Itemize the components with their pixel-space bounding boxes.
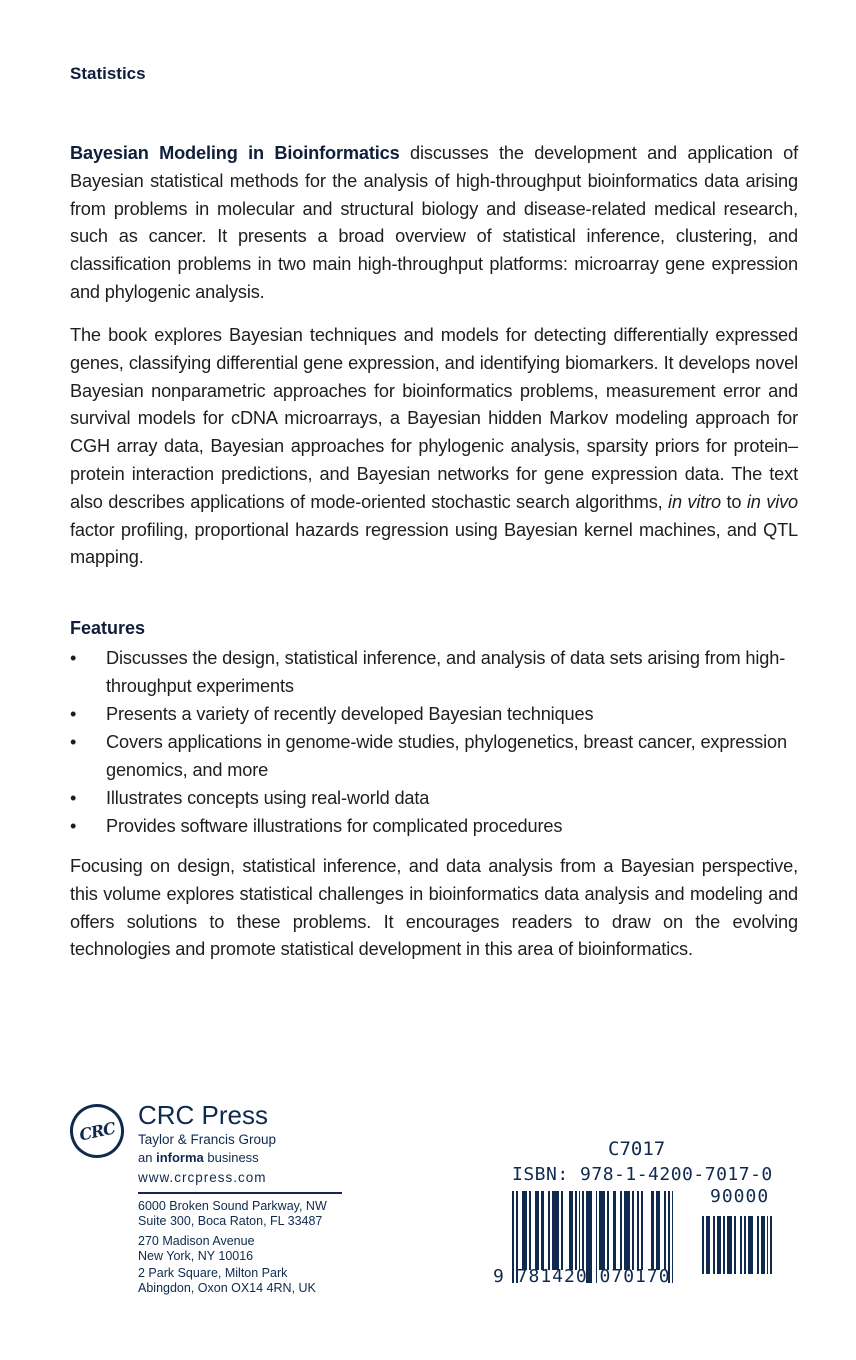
barcode-bar bbox=[706, 1216, 710, 1274]
description-text-3: factor profiling, proportional hazards regression using Bayesian kernel machines, and QTL mapping. bbox=[70, 519, 798, 568]
barcode-bar bbox=[620, 1191, 622, 1270]
barcode-bar bbox=[744, 1216, 746, 1274]
barcode-bar bbox=[579, 1191, 581, 1270]
barcode-bar bbox=[761, 1216, 765, 1274]
barcode-bar bbox=[757, 1216, 759, 1274]
feature-item bbox=[70, 784, 798, 812]
barcode-bar bbox=[613, 1191, 617, 1270]
address-line: Suite 300, Boca Raton, FL 33487 bbox=[138, 1214, 323, 1228]
address-boca-raton bbox=[138, 1199, 327, 1229]
feature-item bbox=[70, 700, 798, 728]
barcode-bar bbox=[664, 1191, 666, 1270]
barcode-bar bbox=[727, 1216, 733, 1274]
description-text-2: to bbox=[721, 491, 747, 512]
barcode-bar bbox=[552, 1191, 560, 1270]
barcode-bar bbox=[575, 1191, 577, 1270]
barcode-bar bbox=[582, 1191, 584, 1270]
barcode-bar bbox=[599, 1191, 605, 1270]
feature-item bbox=[70, 728, 798, 784]
feature-text: Illustrates concepts using real-world data bbox=[106, 788, 430, 808]
feature-text: Discusses the design, statistical inference, and analysis of data sets arising from high-throughput experiments bbox=[106, 648, 786, 696]
barcode-bar bbox=[624, 1191, 630, 1270]
isbn-label: ISBN: 978-1-4200-7017-0 bbox=[512, 1164, 773, 1185]
feature-text: Covers applications in genome-wide studies, phylogenetics, breast cancer, expression genomics, and more bbox=[106, 732, 787, 780]
barcode-bar bbox=[607, 1191, 609, 1270]
italic-in-vitro: in vitro bbox=[668, 491, 722, 512]
barcode-bar bbox=[713, 1216, 715, 1274]
barcode-bar bbox=[637, 1191, 639, 1270]
barcode-bar bbox=[535, 1191, 539, 1270]
description-text-1: The book explores Bayesian techniques and models for detecting differentially expressed genes, classifying differential gene expression, and identifying biomarkers. It develops novel Bayesian nonparametric approaches for bioinformatics problems, measurement error and survival models for cDNA microarrays, a Bayesian hidden Markov modeling approach for CGH array data, Bayesian approaches for phylogenic analysis, sparsity priors for protein–protein interaction predictions, and Bayesian networks for gene expression data. The text also describes applications of mode-oriented stochastic search algorithms, bbox=[70, 325, 798, 512]
intro-paragraph bbox=[70, 140, 798, 307]
price-code: 90000 bbox=[710, 1186, 770, 1207]
bullet-icon: • bbox=[70, 732, 77, 752]
product-code: C7017 bbox=[608, 1138, 666, 1160]
bullet-icon: • bbox=[70, 704, 77, 724]
barcode-bar bbox=[702, 1216, 704, 1274]
barcode-bar bbox=[651, 1191, 655, 1270]
bullet-icon: • bbox=[70, 648, 77, 668]
category-label: Statistics bbox=[70, 64, 146, 83]
address-uk bbox=[138, 1266, 316, 1296]
address-new-york bbox=[138, 1234, 255, 1264]
description-paragraph bbox=[70, 322, 798, 572]
features-list bbox=[70, 644, 798, 840]
publisher-url[interactable]: www.crcpress.com bbox=[138, 1170, 267, 1185]
address-line: New York, NY 10016 bbox=[138, 1249, 254, 1263]
feature-item bbox=[70, 812, 798, 840]
addon-barcode bbox=[702, 1216, 794, 1284]
barcode-bar bbox=[770, 1216, 772, 1274]
barcode-block bbox=[490, 1138, 810, 1298]
barcode-bar bbox=[569, 1191, 573, 1270]
barcode-bar bbox=[522, 1191, 528, 1270]
barcode-bar bbox=[641, 1191, 643, 1270]
bullet-icon: • bbox=[70, 816, 77, 836]
italic-in-vivo: in vivo bbox=[746, 491, 798, 512]
barcode-bar bbox=[561, 1191, 563, 1270]
bullet-icon: • bbox=[70, 788, 77, 808]
barcode-bar bbox=[717, 1216, 721, 1274]
barcode-bar bbox=[656, 1191, 660, 1270]
barcode-bar bbox=[541, 1191, 545, 1270]
informa-tagline bbox=[138, 1150, 259, 1165]
address-line: Abingdon, Oxon OX14 4RN, UK bbox=[138, 1281, 316, 1295]
barcode-bar bbox=[767, 1216, 769, 1274]
address-line: 2 Park Square, Milton Park bbox=[138, 1266, 288, 1280]
barcode-bar bbox=[723, 1216, 725, 1274]
barcode-bar bbox=[748, 1216, 754, 1274]
features-heading: Features bbox=[70, 618, 146, 638]
publisher-group: Taylor & Francis Group bbox=[138, 1132, 277, 1147]
feature-item bbox=[70, 644, 798, 700]
barcode-bar bbox=[529, 1191, 531, 1270]
barcode-bar bbox=[632, 1191, 634, 1270]
address-line: 270 Madison Avenue bbox=[138, 1234, 255, 1248]
informa-brand: informa bbox=[156, 1150, 204, 1165]
ean-digits: 9 781420 070170 bbox=[493, 1266, 671, 1287]
barcode-bar bbox=[548, 1191, 550, 1270]
publisher-name: CRC Press bbox=[138, 1100, 269, 1130]
barcode-bar bbox=[740, 1216, 742, 1274]
address-line: 6000 Broken Sound Parkway, NW bbox=[138, 1199, 327, 1213]
intro-text: discusses the development and application of Bayesian statistical methods for the analysis of high-throughput bioinformatics data arising from problems in molecular and structural biology and disease-related medical research, such as cancer. It presents a broad overview of statistical inference, clustering, and classification problems in two main high-throughput platforms: microarray gene expression and phylogenic analysis. bbox=[70, 143, 798, 302]
barcode-bar bbox=[734, 1216, 736, 1274]
book-title: Bayesian Modeling in Bioinformatics bbox=[70, 143, 400, 163]
closing-paragraph: Focusing on design, statistical inference, and data analysis from a Bayesian perspective, this volume explores statistical challenges in bioinformatics data analysis and modeling and offers solutions to these problems. It encourages readers to draw on the evolving technologies and promote statistical development in this area of bioinformatics. bbox=[70, 856, 798, 960]
feature-text: Provides software illustrations for complicated procedures bbox=[106, 816, 563, 836]
divider bbox=[138, 1192, 342, 1194]
crc-logo-icon: CRC bbox=[65, 1099, 129, 1163]
feature-text: Presents a variety of recently developed Bayesian techniques bbox=[106, 704, 594, 724]
informa-suffix: business bbox=[203, 1150, 259, 1165]
informa-prefix: an bbox=[138, 1150, 157, 1165]
barcode-bar bbox=[672, 1191, 674, 1283]
